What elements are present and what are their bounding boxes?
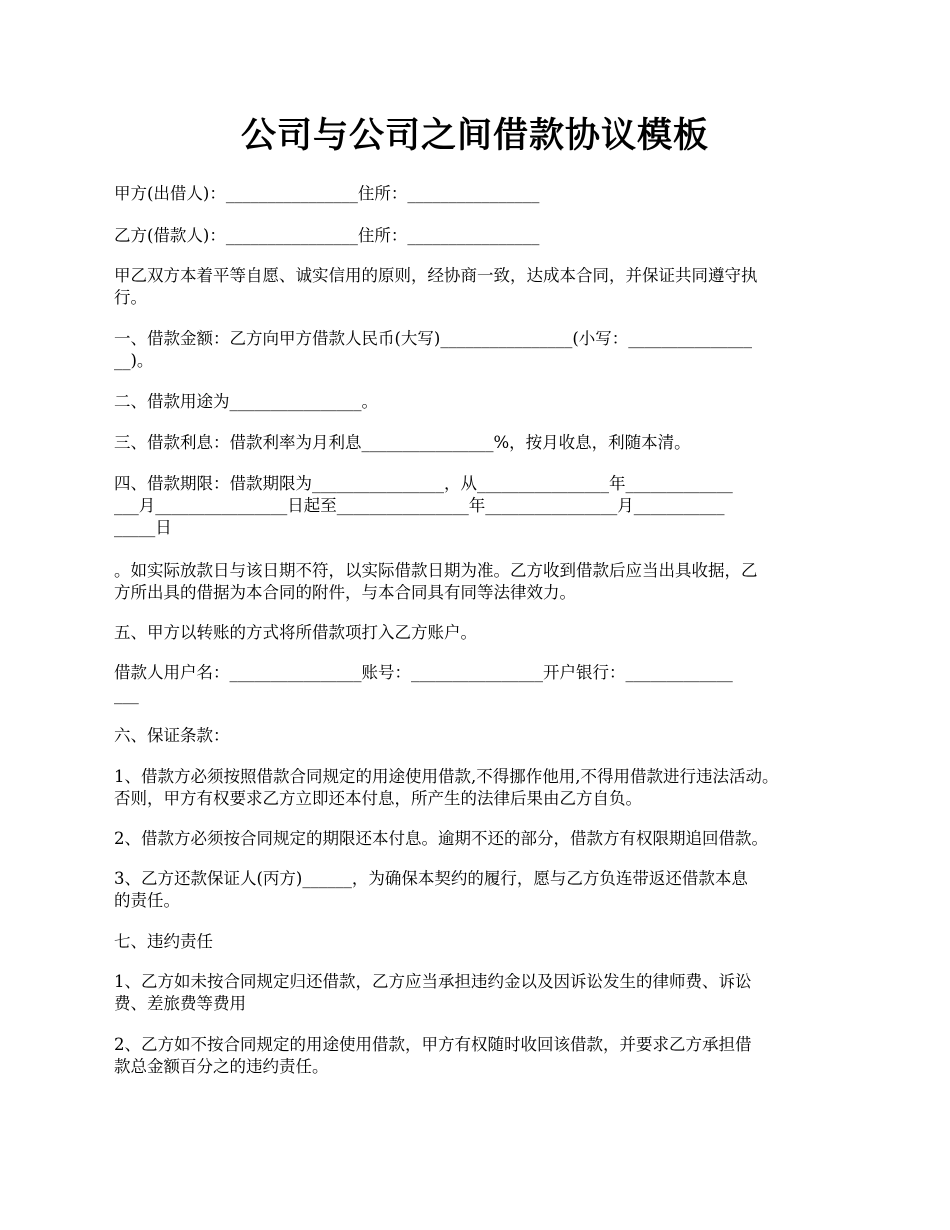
party-b-line: 乙方(借款人)：________________住所：________________ — [114, 226, 540, 245]
loan-term-continuation: 。如实际放款日与该日期不符，以实际借款日期为准。乙方收到借款后应当出具收据，乙 方所出具的借据为本合同的附件，与本合同具有同等法律效力。 — [114, 561, 758, 602]
clause-loan-purpose: 二、借款用途为________________。 — [114, 392, 378, 411]
clause-loan-interest: 三、借款利息：借款利率为月利息________________%，按月收息，利随本清。 — [114, 433, 691, 452]
section-guarantee-heading: 六、保证条款： — [114, 726, 230, 745]
clause-loan-amount: 一、借款金额：乙方向甲方借款人民币(大写)________________(小写：_______________ __)。 — [114, 329, 753, 370]
clause-transfer-method: 五、甲方以转账的方式将所借款项打入乙方账户。 — [114, 623, 477, 642]
section-breach-heading: 七、违约责任 — [114, 932, 213, 951]
guarantee-item-1: 1、借款方必须按照借款合同规定的用途使用借款,不得挪作他用,不得用借款进行违法活动。 否则，甲方有权要求乙方立即还本付息，所产生的法律后果由乙方自负。 — [114, 767, 779, 808]
account-info-line: 借款人用户名：________________账号：________________开户银行：_____________ ___ — [114, 663, 733, 704]
clause-loan-term: 四、借款期限：借款期限为________________，从________________年_____________ ___月________________日起至________________年________________月___________ _____日 — [114, 474, 733, 537]
guarantee-item-3: 3、乙方还款保证人(丙方)______，为确保本契约的履行，愿与乙方负连带返还借款本息 的责任。 — [114, 869, 748, 910]
preamble-paragraph: 甲乙双方本着平等自愿、诚实信用的原则，经协商一致，达成本合同，并保证共同遵守执 行。 — [114, 266, 758, 307]
guarantee-item-2: 2、借款方必须按合同规定的期限还本付息。逾期不还的部分，借款方有权限期追回借款。 — [114, 829, 768, 848]
party-a-line: 甲方(出借人)：________________住所：________________ — [114, 184, 540, 203]
breach-item-2: 2、乙方如不按合同规定的用途使用借款，甲方有权随时收回该借款，并要求乙方承担借 款总金额百分之的违约责任。 — [114, 1035, 752, 1076]
document-title: 公司与公司之间借款协议模板 — [240, 115, 709, 156]
breach-item-1: 1、乙方如未按合同规定归还借款，乙方应当承担违约金以及因诉讼发生的律师费、诉讼 费、差旅费等费用 — [114, 972, 752, 1013]
